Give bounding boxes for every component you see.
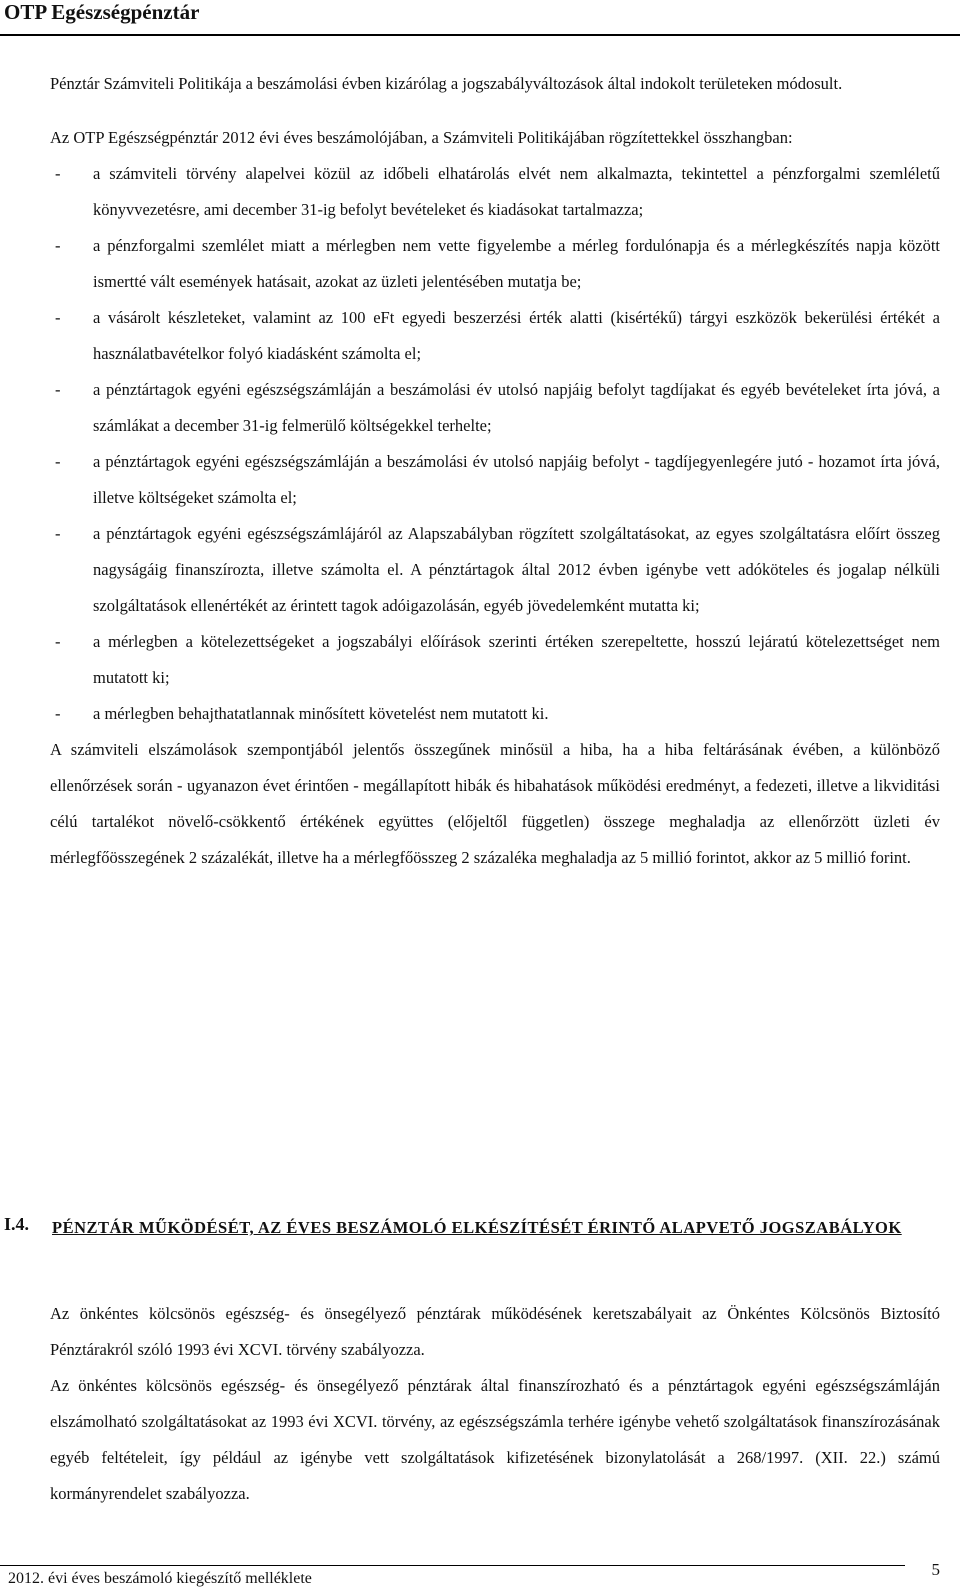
page-header-title: OTP Egészségpénztár — [4, 0, 200, 24]
list-item-text: a pénztártagok egyéni egészségszámláján a beszámolási év utolsó napjáig befolyt tagdíjakat és egyéb bevételeket írta jóvá, a számlákat a december 31-ig felmerülő költségekkel terhelte; — [93, 380, 940, 435]
footer-divider — [0, 1565, 905, 1566]
error-threshold-paragraph: A számviteli elszámolások szempontjából jelentős összegűnek minősül a hiba, ha a hiba feltárásának évében, a különböző ellenőrzések során - ugyanazon évet érintően - megállapított hibák és hibahatások működési eredményt, a fedezeti, illetve a likviditási célú tartalékot növelő-csökkentő értékének együttes (előjeltől független) összege meghaladja az ellenőrzött üzleti év mérlegfőösszegének 2 százalékát, illetve ha a mérlegfőösszeg 2 százaléka meghaladja az 5 millió forintot, akkor az 5 millió forint. — [50, 740, 940, 867]
intro-paragraph-2: Az OTP Egészségpénztár 2012 évi éves beszámolójában, a Számviteli Politikájában rögzítettekkel összhangban: — [50, 128, 793, 147]
list-item — [50, 156, 940, 228]
intro-paragraph-1: Pénztár Számviteli Politikája a beszámolási évben kizárólag a jogszabályváltozások által indokolt területeken módosult. — [50, 74, 843, 93]
list-item-text: a számviteli törvény alapelvei közül az időbeli elhatárolás elvét nem alkalmazta, tekintettel a pénzforgalmi szemléletű könyvvezetésre, ami december 31-ig befolyt bevételeket és kiadásokat tartalmazza; — [93, 164, 940, 219]
header-divider — [0, 34, 960, 36]
list-item — [50, 624, 940, 696]
list-item-text: a pénzforgalmi szemlélet miatt a mérlegben nem vette figyelembe a mérleg fordulónapja és a mérlegkészítés napja között ismertté vált események hatásait, azokat az üzleti jelentésében mutatja be; — [93, 236, 940, 291]
list-dash: - — [55, 704, 61, 723]
footer-text: 2012. évi éves beszámoló kiegészítő melléklete — [8, 1570, 312, 1587]
list-item — [50, 228, 940, 300]
section-body — [50, 1296, 940, 1512]
list-dash: - — [55, 308, 61, 327]
list-item — [50, 300, 940, 372]
list-item — [50, 516, 940, 624]
list-dash: - — [55, 164, 61, 183]
list-item-text: a pénztártagok egyéni egészségszámlájáról az Alapszabályban rögzített szolgáltatásokat, az egyes szolgáltatásra előírt összeg nagyságáig finanszírozta, illetve számolta el. A pénztártagok által 2012 évben igénybe vett adóköteles és jogalap nélküli szolgáltatások ellenértékét az érintett tagok adóigazolásán, egyéb jövedelemként mutatta ki; — [93, 524, 940, 615]
list-dash: - — [55, 632, 61, 651]
section-paragraph-2: Az önkéntes kölcsönös egészség- és önsegélyező pénztárak által finanszírozható és a pénztártagok egyéni egészségszámláján elszámolható szolgáltatásokat az 1993 évi XCVI. törvény, az egészségszámla terhére igénybe vehető szolgáltatások finanszírozásának egyéb feltételeit, így például az igénybe vett szolgáltatások kifizetésének bizonylatolását a 268/1997. (XII. 22.) számú kormányrendelet szabályozza. — [50, 1376, 940, 1503]
list-item — [50, 372, 940, 444]
list-dash: - — [55, 380, 61, 399]
main-content — [50, 66, 940, 876]
list-dash: - — [55, 236, 61, 255]
list-item-text: a vásárolt készleteket, valamint az 100 eFt egyedi beszerzési érték alatti (kisértékű) tárgyi eszközök bekerülési értékét a használatbavételkor folyó kiadásként számolta el; — [93, 308, 940, 363]
list-item-text: a mérlegben behajthatatlannak minősített követelést nem mutatott ki. — [93, 704, 549, 723]
policy-list — [50, 156, 940, 732]
list-dash: - — [55, 452, 61, 471]
section-heading — [4, 1206, 940, 1250]
page-number: 5 — [931, 1560, 940, 1579]
list-item-text: a pénztártagok egyéni egészségszámláján a beszámolási év utolsó napjáig befolyt - tagdíjegyenlegére jutó - hozamot írta jóvá, illetve költségeket számolta el; — [93, 452, 940, 507]
list-item — [50, 696, 940, 732]
section-paragraph-1: Az önkéntes kölcsönös egészség- és önsegélyező pénztárak működésének keretszabályait az Önkéntes Kölcsönös Biztosító Pénztárakról szóló 1993 évi XCVI. törvény szabályozza. — [50, 1304, 940, 1359]
section-title: PÉNZTÁR MŰKÖDÉSÉT, AZ ÉVES BESZÁMOLÓ ELKÉSZÍTÉSÉT ÉRINTŐ ALAPVETŐ JOGSZABÁLYOK — [52, 1218, 902, 1237]
list-dash: - — [55, 524, 61, 543]
list-item-text: a mérlegben a kötelezettségeket a jogszabályi előírások szerinti értéken szerepeltette, hosszú lejáratú kötelezettséget nem mutatott ki; — [93, 632, 940, 687]
list-item — [50, 444, 940, 516]
section-number: I.4. — [4, 1214, 30, 1234]
paragraph-gap — [50, 102, 940, 120]
